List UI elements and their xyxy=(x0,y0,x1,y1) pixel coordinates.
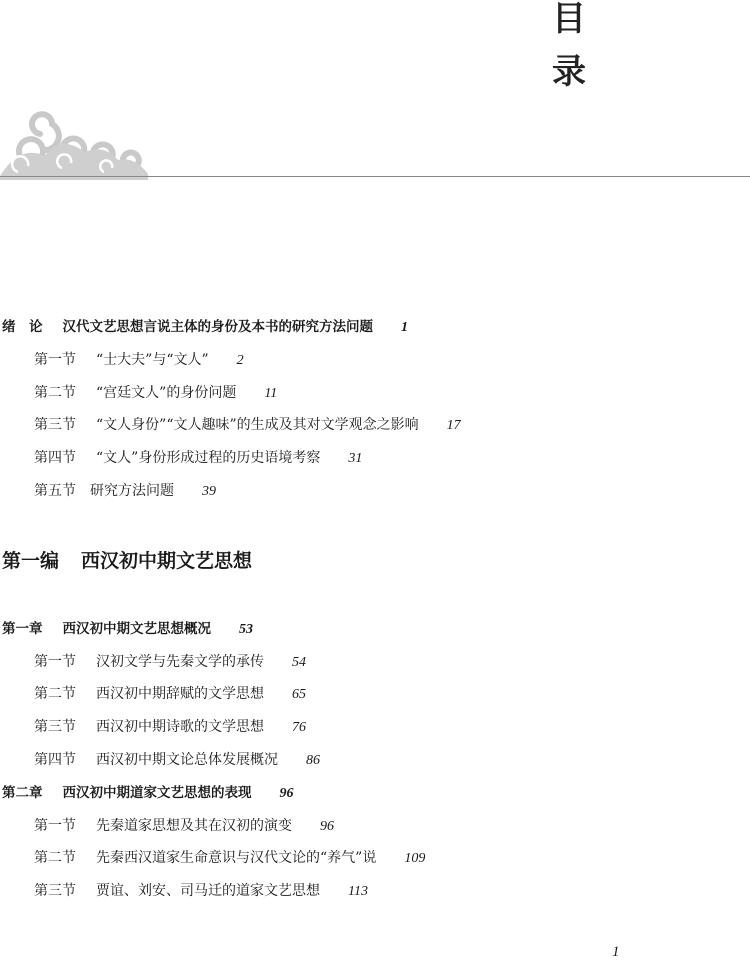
toc-section-page: 39 xyxy=(202,484,216,499)
toc-section-page: 11 xyxy=(264,386,278,401)
toc-section-title: “文人身份”“文人趣味”的生成及其对文学观念之影响 xyxy=(96,417,419,433)
toc-section-page: 31 xyxy=(348,451,363,466)
toc-intro-page: 1 xyxy=(401,320,408,335)
toc-section-label: 第三节 xyxy=(34,417,76,433)
toc-section-page: 65 xyxy=(292,687,306,702)
toc-section-title: 西汉初中期诗歌的文学思想 xyxy=(96,719,264,735)
toc-section-entry[interactable] xyxy=(34,849,425,868)
toc-intro-entry[interactable] xyxy=(2,318,408,337)
toc-section-label: 第一节 xyxy=(34,352,76,368)
toc-intro-label: 绪 论 xyxy=(2,319,43,335)
toc-chapter-page: 96 xyxy=(279,786,294,801)
toc-section-page: 2 xyxy=(236,353,244,368)
toc-section-label: 第五节 xyxy=(34,483,76,499)
page-number: 1 xyxy=(612,944,620,960)
toc-section-entry[interactable] xyxy=(34,449,362,468)
toc-chapter-page: 53 xyxy=(239,622,253,637)
toc-section-page: 86 xyxy=(306,753,320,768)
toc-chapter-entry[interactable] xyxy=(2,620,253,639)
toc-section-title: 汉初文学与先秦文学的承传 xyxy=(96,654,264,670)
toc-section-title: 先秦西汉道家生命意识与汉代文论的“养气”说 xyxy=(96,850,377,866)
page-title-char-1: 目 xyxy=(552,0,586,39)
toc-chapter-entry[interactable] xyxy=(2,784,294,803)
toc-section-page: 54 xyxy=(292,655,306,670)
toc-section-entry[interactable] xyxy=(34,416,461,435)
toc-section-entry[interactable] xyxy=(34,751,320,770)
toc-section-title: “宫廷文人”的身份问题 xyxy=(96,385,237,401)
toc-chapter-label: 第二章 xyxy=(2,785,43,801)
cloud-ornament-icon xyxy=(0,104,150,180)
toc-section-page: 96 xyxy=(320,819,334,834)
toc-section-label: 第二节 xyxy=(34,385,76,401)
toc-section-title: 西汉初中期辞赋的文学思想 xyxy=(96,686,264,702)
toc-section-entry[interactable] xyxy=(34,718,306,737)
toc-section-title: “士大夫”与“文人” xyxy=(96,352,209,368)
toc-part-title: 西汉初中期文艺思想 xyxy=(81,550,253,572)
toc-section-entry[interactable] xyxy=(34,882,368,901)
toc-section-page: 76 xyxy=(292,720,306,735)
toc-section-page: 17 xyxy=(446,418,461,433)
toc-section-entry[interactable] xyxy=(34,817,334,836)
toc-section-title: 先秦道家思想及其在汉初的演变 xyxy=(96,818,292,834)
toc-section-label: 第三节 xyxy=(34,883,76,899)
toc-section-entry[interactable] xyxy=(34,384,277,403)
toc-section-label: 第三节 xyxy=(34,719,76,735)
header-divider xyxy=(0,176,750,177)
toc-section-title: 西汉初中期文论总体发展概况 xyxy=(96,752,278,768)
toc-part-label: 第一编 xyxy=(2,550,60,572)
toc-section-label: 第一节 xyxy=(34,654,76,670)
toc-section-label: 第二节 xyxy=(34,686,76,702)
toc-chapter-title: 西汉初中期道家文艺思想的表现 xyxy=(62,785,252,801)
toc-section-title: 贾谊、刘安、司马迁的道家文艺思想 xyxy=(96,883,320,899)
toc-section-page: 109 xyxy=(404,851,426,866)
toc-part-heading[interactable] xyxy=(2,546,252,573)
toc-intro-title: 汉代文艺思想言说主体的身份及本书的研究方法问题 xyxy=(62,319,373,335)
page-title-char-2: 录 xyxy=(552,52,586,92)
toc-section-entry[interactable] xyxy=(34,685,306,704)
toc-chapter-label: 第一章 xyxy=(2,621,43,637)
toc-section-entry[interactable] xyxy=(34,653,306,672)
toc-section-label: 第一节 xyxy=(34,818,76,834)
toc-chapter-title: 西汉初中期文艺思想概况 xyxy=(62,621,211,637)
toc-section-label: 第四节 xyxy=(34,450,76,466)
toc-section-title: “文人”身份形成过程的历史语境考察 xyxy=(96,450,321,466)
toc-section-title: 研究方法问题 xyxy=(90,483,174,499)
toc-section-page: 113 xyxy=(348,884,368,899)
toc-section-label: 第四节 xyxy=(34,752,76,768)
toc-section-entry[interactable] xyxy=(34,482,216,501)
toc-section-entry[interactable] xyxy=(34,351,244,370)
toc-section-label: 第二节 xyxy=(34,850,76,866)
